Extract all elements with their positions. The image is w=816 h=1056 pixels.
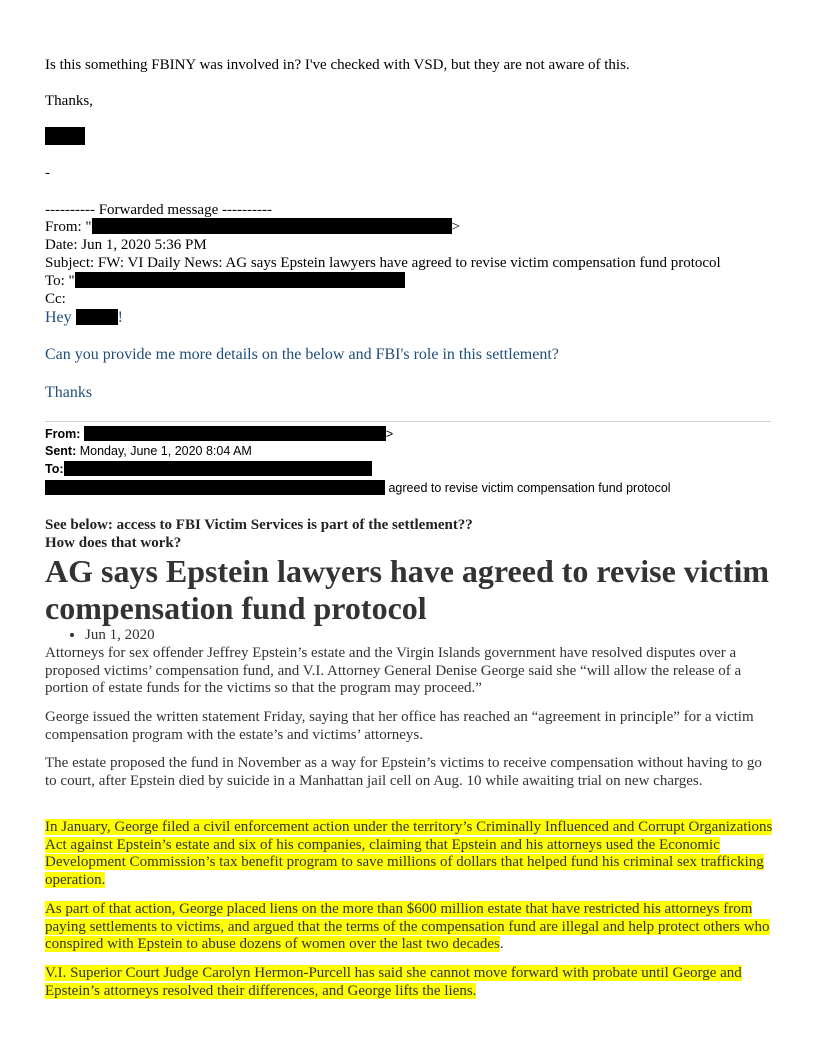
article-paragraph-2: George issued the written statement Friday, saying that her office has reached an “agreement in principle” for a victim compensation program with the estate’s and victims’ attorneys. — [45, 709, 754, 743]
article-headline: AG says Epstein lawyers have agreed to revise victim compensation fund protocol — [45, 553, 770, 626]
inner-sent: Sent: Monday, June 1, 2020 8:04 AM — [45, 444, 252, 458]
message-body: Can you provide me more details on the below and FBI's role in this settlement? — [45, 346, 559, 363]
inner-subject: agreed to revise victim compensation fund protocol — [45, 480, 671, 497]
inner-from: From: > — [45, 427, 394, 441]
forwarded-date: Date: Jun 1, 2020 5:36 PM — [45, 237, 207, 253]
redaction-inner-subject — [45, 480, 385, 495]
redaction-from — [92, 218, 452, 234]
redaction-inner-from — [84, 426, 386, 441]
forwarded-cc: Cc: — [45, 291, 66, 307]
intro-question: Is this something FBINY was involved in? I've checked with VSD, but they are not aware of this. — [45, 57, 630, 73]
redaction-signature — [45, 127, 85, 145]
forwarded-from: From: " > — [45, 219, 461, 235]
redaction-inner-to — [64, 461, 372, 476]
article-paragraph-3: The estate proposed the fund in November as a way for Epstein’s victims to receive compensation without having to go to court, after Epstein died by suicide in a Manhattan jail cell on Aug. 10 while awaiting trial on new charges. — [45, 755, 762, 789]
intro-dash: - — [45, 165, 50, 181]
forwarded-header: ---------- Forwarded message ---------- — [45, 202, 272, 218]
inner-to: To: — [45, 461, 372, 478]
article-paragraph-6: V.I. Superior Court Judge Carolyn Hermon-Purcell has said she cannot move forward with probate until George and Epstein’s attorneys resolved their differences, and George lifts the liens. — [45, 965, 742, 999]
note-line-2: How does that work? — [45, 535, 182, 551]
message-thanks: Thanks — [45, 384, 93, 401]
article-paragraph-5: As part of that action, George placed liens on the more than $600 million estate that have restricted his attorneys from paying settlements to victims, and argued that the terms of the compensation fund are illegal and help protect others who conspired with Epstein to abuse dozens of women over the last two decades. — [45, 901, 770, 952]
redaction-to — [75, 272, 405, 288]
article-date: • Jun 1, 2020 — [85, 627, 773, 644]
forwarded-to: To: " — [45, 272, 405, 290]
note-line-1: See below: access to FBI Victim Services is part of the settlement?? — [45, 517, 473, 533]
intro-thanks: Thanks, — [45, 93, 93, 109]
article-paragraph-4: In January, George filed a civil enforcement action under the territory’s Criminally Influenced and Corrupt Organizations Act against Epstein’s estate and six of his companies, claiming that Epstein and his attorneys used the Economic Development Commission’s tax benefit program to save millions of dollars that helped fund his criminal sex trafficking operation. — [45, 819, 773, 888]
article-paragraph-1: Attorneys for sex offender Jeffrey Epstein’s estate and the Virgin Islands government have resolved disputes over a proposed victims’ compensation fund, and V.I. Attorney General Denise George said she “will allow the release of a portion of estate funds for the victims so that the program may proceed.” — [45, 645, 742, 696]
forwarded-subject: Subject: FW: VI Daily News: AG says Epstein lawyers have agreed to revise victim compensation fund protocol — [45, 255, 721, 271]
message-greeting: Hey ! — [45, 309, 123, 326]
redaction-name — [76, 309, 118, 325]
article-date-list — [45, 627, 773, 644]
divider — [45, 421, 771, 422]
